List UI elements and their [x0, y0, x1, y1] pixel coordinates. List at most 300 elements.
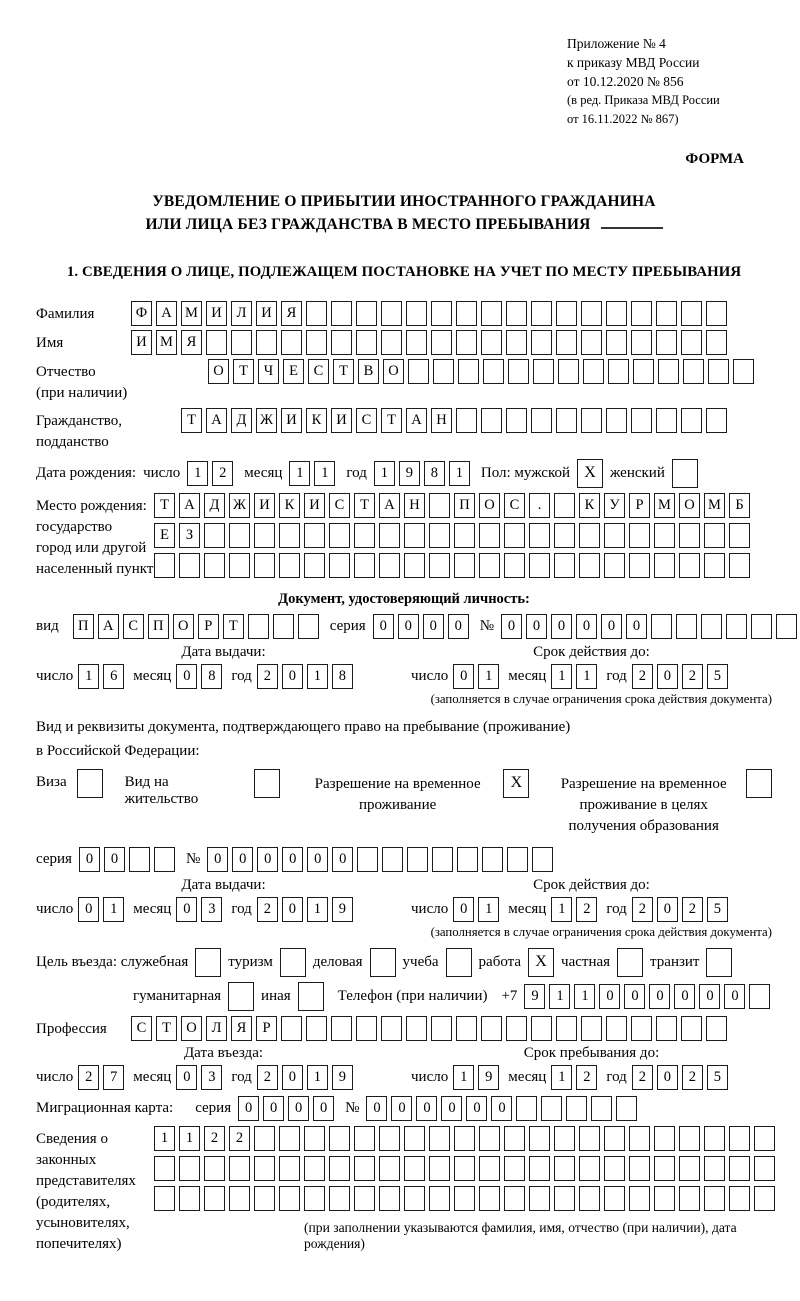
char-cell[interactable] — [529, 1156, 550, 1181]
char-cell[interactable] — [479, 1186, 500, 1211]
char-cell[interactable] — [529, 1186, 550, 1211]
char-cell[interactable]: М — [156, 330, 177, 355]
char-cell[interactable]: С — [504, 493, 525, 518]
char-cell[interactable] — [629, 1186, 650, 1211]
char-cell[interactable] — [706, 301, 727, 326]
char-cell[interactable]: 0 — [79, 847, 100, 872]
char-cell[interactable] — [579, 553, 600, 578]
char-cell[interactable] — [604, 1156, 625, 1181]
char-cell[interactable] — [531, 330, 552, 355]
char-cell[interactable] — [556, 301, 577, 326]
char-cell[interactable] — [281, 330, 302, 355]
char-cell[interactable]: Д — [204, 493, 225, 518]
char-cell[interactable] — [679, 553, 700, 578]
char-cell[interactable]: 8 — [201, 664, 222, 689]
char-cell[interactable]: Ж — [229, 493, 250, 518]
char-cell[interactable]: А — [406, 408, 427, 433]
char-cell[interactable]: С — [308, 359, 329, 384]
purpose-other-checkbox[interactable] — [298, 982, 324, 1011]
char-cell[interactable] — [706, 408, 727, 433]
char-cell[interactable] — [604, 1186, 625, 1211]
char-cell[interactable]: 1 — [187, 461, 208, 486]
char-cell[interactable] — [404, 1186, 425, 1211]
char-cell[interactable]: 2 — [257, 1065, 278, 1090]
char-cell[interactable] — [749, 984, 770, 1009]
char-cell[interactable] — [379, 553, 400, 578]
char-cell[interactable] — [754, 1126, 775, 1151]
char-cell[interactable] — [679, 1126, 700, 1151]
char-cell[interactable]: 0 — [313, 1096, 334, 1121]
char-cell[interactable]: 2 — [632, 1065, 653, 1090]
char-cell[interactable] — [606, 408, 627, 433]
char-cell[interactable]: Ч — [258, 359, 279, 384]
char-cell[interactable]: А — [156, 301, 177, 326]
char-cell[interactable] — [529, 553, 550, 578]
char-cell[interactable] — [456, 408, 477, 433]
char-cell[interactable] — [531, 301, 552, 326]
purpose-business-checkbox[interactable] — [370, 948, 396, 977]
temp-residence-checkbox[interactable]: X — [503, 769, 529, 798]
char-cell[interactable] — [604, 1126, 625, 1151]
char-cell[interactable] — [329, 553, 350, 578]
purpose-tourism-checkbox[interactable] — [280, 948, 306, 977]
char-cell[interactable] — [404, 523, 425, 548]
char-cell[interactable] — [356, 1016, 377, 1041]
char-cell[interactable] — [656, 1016, 677, 1041]
char-cell[interactable]: 0 — [699, 984, 720, 1009]
char-cell[interactable]: 0 — [501, 614, 522, 639]
char-cell[interactable] — [304, 523, 325, 548]
char-cell[interactable]: 1 — [551, 897, 572, 922]
purpose-humanitarian-checkbox[interactable] — [228, 982, 254, 1011]
char-cell[interactable]: 0 — [599, 984, 620, 1009]
char-cell[interactable] — [306, 330, 327, 355]
char-cell[interactable] — [654, 553, 675, 578]
char-cell[interactable] — [581, 408, 602, 433]
char-cell[interactable]: У — [604, 493, 625, 518]
char-cell[interactable] — [504, 553, 525, 578]
char-cell[interactable] — [379, 1126, 400, 1151]
char-cell[interactable]: 9 — [332, 897, 353, 922]
char-cell[interactable] — [481, 408, 502, 433]
char-cell[interactable] — [554, 493, 575, 518]
char-cell[interactable] — [479, 1126, 500, 1151]
purpose-official-checkbox[interactable] — [195, 948, 221, 977]
char-cell[interactable] — [729, 553, 750, 578]
char-cell[interactable]: 9 — [332, 1065, 353, 1090]
char-cell[interactable]: 0 — [416, 1096, 437, 1121]
char-cell[interactable] — [354, 1156, 375, 1181]
char-cell[interactable]: 0 — [441, 1096, 462, 1121]
char-cell[interactable]: В — [358, 359, 379, 384]
char-cell[interactable] — [431, 330, 452, 355]
char-cell[interactable] — [404, 1156, 425, 1181]
char-cell[interactable]: 0 — [373, 614, 394, 639]
char-cell[interactable]: Т — [154, 493, 175, 518]
char-cell[interactable] — [404, 1126, 425, 1151]
char-cell[interactable]: 0 — [551, 614, 572, 639]
char-cell[interactable]: 0 — [398, 614, 419, 639]
char-cell[interactable] — [456, 330, 477, 355]
char-cell[interactable] — [606, 330, 627, 355]
char-cell[interactable] — [683, 359, 704, 384]
char-cell[interactable] — [154, 1186, 175, 1211]
char-cell[interactable]: О — [679, 493, 700, 518]
char-cell[interactable] — [507, 847, 528, 872]
char-cell[interactable] — [581, 330, 602, 355]
char-cell[interactable] — [481, 330, 502, 355]
char-cell[interactable]: 2 — [576, 1065, 597, 1090]
char-cell[interactable]: О — [181, 1016, 202, 1041]
char-cell[interactable]: 0 — [657, 664, 678, 689]
char-cell[interactable] — [506, 301, 527, 326]
char-cell[interactable] — [726, 614, 747, 639]
char-cell[interactable]: Т — [333, 359, 354, 384]
char-cell[interactable] — [454, 523, 475, 548]
char-cell[interactable]: 1 — [551, 664, 572, 689]
char-cell[interactable] — [279, 553, 300, 578]
char-cell[interactable]: 0 — [466, 1096, 487, 1121]
char-cell[interactable] — [429, 1186, 450, 1211]
char-cell[interactable]: М — [654, 493, 675, 518]
char-cell[interactable] — [541, 1096, 562, 1121]
char-cell[interactable] — [433, 359, 454, 384]
char-cell[interactable]: 2 — [682, 1065, 703, 1090]
char-cell[interactable] — [254, 1126, 275, 1151]
char-cell[interactable] — [654, 1126, 675, 1151]
char-cell[interactable] — [304, 1156, 325, 1181]
char-cell[interactable] — [331, 330, 352, 355]
char-cell[interactable] — [254, 1156, 275, 1181]
char-cell[interactable] — [556, 330, 577, 355]
char-cell[interactable] — [479, 553, 500, 578]
char-cell[interactable]: 0 — [282, 897, 303, 922]
char-cell[interactable]: 2 — [212, 461, 233, 486]
char-cell[interactable]: Р — [629, 493, 650, 518]
char-cell[interactable] — [704, 1186, 725, 1211]
char-cell[interactable] — [504, 523, 525, 548]
char-cell[interactable]: К — [579, 493, 600, 518]
char-cell[interactable] — [304, 553, 325, 578]
char-cell[interactable] — [483, 359, 504, 384]
char-cell[interactable] — [457, 847, 478, 872]
char-cell[interactable] — [356, 301, 377, 326]
char-cell[interactable]: 9 — [524, 984, 545, 1009]
char-cell[interactable]: 0 — [78, 897, 99, 922]
char-cell[interactable] — [776, 614, 797, 639]
char-cell[interactable]: С — [356, 408, 377, 433]
char-cell[interactable] — [482, 847, 503, 872]
char-cell[interactable] — [504, 1126, 525, 1151]
char-cell[interactable]: 2 — [257, 897, 278, 922]
char-cell[interactable]: Т — [223, 614, 244, 639]
char-cell[interactable] — [354, 523, 375, 548]
char-cell[interactable] — [354, 1126, 375, 1151]
char-cell[interactable]: И — [206, 301, 227, 326]
char-cell[interactable] — [554, 553, 575, 578]
char-cell[interactable]: 2 — [204, 1126, 225, 1151]
char-cell[interactable] — [591, 1096, 612, 1121]
char-cell[interactable]: 0 — [626, 614, 647, 639]
char-cell[interactable] — [179, 1186, 200, 1211]
char-cell[interactable]: 1 — [574, 984, 595, 1009]
char-cell[interactable] — [579, 1156, 600, 1181]
char-cell[interactable] — [429, 523, 450, 548]
char-cell[interactable] — [379, 523, 400, 548]
char-cell[interactable] — [751, 614, 772, 639]
char-cell[interactable]: Р — [198, 614, 219, 639]
char-cell[interactable]: О — [383, 359, 404, 384]
char-cell[interactable] — [206, 330, 227, 355]
char-cell[interactable]: 1 — [453, 1065, 474, 1090]
char-cell[interactable]: 0 — [391, 1096, 412, 1121]
char-cell[interactable] — [429, 493, 450, 518]
char-cell[interactable]: 5 — [707, 1065, 728, 1090]
char-cell[interactable]: 0 — [657, 897, 678, 922]
char-cell[interactable] — [656, 301, 677, 326]
char-cell[interactable]: 2 — [229, 1126, 250, 1151]
char-cell[interactable]: 0 — [491, 1096, 512, 1121]
char-cell[interactable]: О — [173, 614, 194, 639]
char-cell[interactable]: С — [123, 614, 144, 639]
char-cell[interactable] — [204, 523, 225, 548]
char-cell[interactable] — [554, 1186, 575, 1211]
char-cell[interactable] — [504, 1156, 525, 1181]
char-cell[interactable]: Н — [431, 408, 452, 433]
char-cell[interactable] — [633, 359, 654, 384]
char-cell[interactable] — [381, 1016, 402, 1041]
char-cell[interactable]: 0 — [263, 1096, 284, 1121]
char-cell[interactable]: 0 — [176, 897, 197, 922]
char-cell[interactable] — [431, 301, 452, 326]
char-cell[interactable] — [604, 553, 625, 578]
char-cell[interactable] — [331, 301, 352, 326]
char-cell[interactable]: П — [148, 614, 169, 639]
visa-checkbox[interactable] — [77, 769, 103, 798]
char-cell[interactable] — [456, 301, 477, 326]
char-cell[interactable] — [504, 1186, 525, 1211]
char-cell[interactable] — [704, 553, 725, 578]
char-cell[interactable] — [606, 1016, 627, 1041]
char-cell[interactable]: 1 — [478, 897, 499, 922]
char-cell[interactable]: А — [379, 493, 400, 518]
char-cell[interactable]: 0 — [332, 847, 353, 872]
char-cell[interactable]: Т — [354, 493, 375, 518]
char-cell[interactable] — [616, 1096, 637, 1121]
char-cell[interactable] — [554, 1156, 575, 1181]
char-cell[interactable] — [506, 1016, 527, 1041]
char-cell[interactable]: 1 — [307, 664, 328, 689]
char-cell[interactable]: 1 — [154, 1126, 175, 1151]
char-cell[interactable]: П — [73, 614, 94, 639]
char-cell[interactable] — [506, 330, 527, 355]
char-cell[interactable] — [298, 614, 319, 639]
char-cell[interactable] — [631, 301, 652, 326]
char-cell[interactable] — [304, 1126, 325, 1151]
char-cell[interactable] — [629, 523, 650, 548]
char-cell[interactable]: И — [304, 493, 325, 518]
char-cell[interactable] — [406, 330, 427, 355]
char-cell[interactable] — [279, 1126, 300, 1151]
purpose-transit-checkbox[interactable] — [706, 948, 732, 977]
char-cell[interactable] — [406, 1016, 427, 1041]
char-cell[interactable] — [406, 301, 427, 326]
char-cell[interactable] — [583, 359, 604, 384]
char-cell[interactable]: 3 — [201, 897, 222, 922]
char-cell[interactable] — [129, 847, 150, 872]
char-cell[interactable]: Л — [206, 1016, 227, 1041]
char-cell[interactable]: Е — [283, 359, 304, 384]
char-cell[interactable]: 0 — [176, 664, 197, 689]
purpose-work-checkbox[interactable]: X — [528, 948, 554, 977]
char-cell[interactable]: 0 — [657, 1065, 678, 1090]
char-cell[interactable]: И — [131, 330, 152, 355]
char-cell[interactable] — [532, 847, 553, 872]
char-cell[interactable]: М — [704, 493, 725, 518]
char-cell[interactable] — [676, 614, 697, 639]
char-cell[interactable] — [566, 1096, 587, 1121]
char-cell[interactable] — [279, 523, 300, 548]
char-cell[interactable] — [154, 553, 175, 578]
char-cell[interactable] — [179, 553, 200, 578]
purpose-study-checkbox[interactable] — [446, 948, 472, 977]
char-cell[interactable]: Т — [181, 408, 202, 433]
char-cell[interactable] — [516, 1096, 537, 1121]
char-cell[interactable]: Ф — [131, 301, 152, 326]
char-cell[interactable] — [529, 1126, 550, 1151]
char-cell[interactable]: 1 — [179, 1126, 200, 1151]
char-cell[interactable] — [708, 359, 729, 384]
char-cell[interactable] — [681, 301, 702, 326]
char-cell[interactable] — [729, 1186, 750, 1211]
char-cell[interactable]: Б — [729, 493, 750, 518]
char-cell[interactable] — [204, 553, 225, 578]
char-cell[interactable] — [432, 847, 453, 872]
char-cell[interactable]: 0 — [453, 897, 474, 922]
char-cell[interactable]: О — [208, 359, 229, 384]
char-cell[interactable] — [381, 301, 402, 326]
char-cell[interactable] — [558, 359, 579, 384]
char-cell[interactable] — [254, 1186, 275, 1211]
char-cell[interactable]: Р — [256, 1016, 277, 1041]
char-cell[interactable]: 0 — [724, 984, 745, 1009]
char-cell[interactable] — [701, 614, 722, 639]
char-cell[interactable] — [154, 1156, 175, 1181]
char-cell[interactable] — [379, 1186, 400, 1211]
char-cell[interactable]: 8 — [332, 664, 353, 689]
char-cell[interactable]: К — [279, 493, 300, 518]
char-cell[interactable]: 0 — [238, 1096, 259, 1121]
char-cell[interactable] — [306, 301, 327, 326]
char-cell[interactable]: Н — [404, 493, 425, 518]
char-cell[interactable] — [331, 1016, 352, 1041]
char-cell[interactable] — [454, 553, 475, 578]
char-cell[interactable]: И — [254, 493, 275, 518]
char-cell[interactable] — [581, 301, 602, 326]
char-cell[interactable] — [279, 1156, 300, 1181]
char-cell[interactable]: 9 — [399, 461, 420, 486]
char-cell[interactable]: Т — [381, 408, 402, 433]
char-cell[interactable]: 1 — [289, 461, 310, 486]
char-cell[interactable]: 9 — [478, 1065, 499, 1090]
char-cell[interactable] — [631, 1016, 652, 1041]
char-cell[interactable] — [706, 330, 727, 355]
char-cell[interactable]: 2 — [576, 897, 597, 922]
char-cell[interactable] — [458, 359, 479, 384]
char-cell[interactable] — [381, 330, 402, 355]
temp-residence-edu-checkbox[interactable] — [746, 769, 772, 798]
char-cell[interactable] — [229, 553, 250, 578]
char-cell[interactable]: 0 — [649, 984, 670, 1009]
char-cell[interactable] — [329, 1156, 350, 1181]
char-cell[interactable] — [608, 359, 629, 384]
char-cell[interactable]: Я — [281, 301, 302, 326]
char-cell[interactable]: 0 — [207, 847, 228, 872]
char-cell[interactable] — [379, 1156, 400, 1181]
char-cell[interactable] — [556, 1016, 577, 1041]
char-cell[interactable]: 2 — [682, 897, 703, 922]
char-cell[interactable]: 5 — [707, 897, 728, 922]
char-cell[interactable] — [629, 1126, 650, 1151]
char-cell[interactable]: 0 — [257, 847, 278, 872]
char-cell[interactable] — [651, 614, 672, 639]
char-cell[interactable] — [429, 1156, 450, 1181]
char-cell[interactable]: 0 — [282, 664, 303, 689]
char-cell[interactable] — [631, 408, 652, 433]
char-cell[interactable]: 0 — [526, 614, 547, 639]
char-cell[interactable]: М — [181, 301, 202, 326]
char-cell[interactable] — [733, 359, 754, 384]
char-cell[interactable]: . — [529, 493, 550, 518]
char-cell[interactable] — [454, 1156, 475, 1181]
char-cell[interactable] — [681, 1016, 702, 1041]
char-cell[interactable] — [629, 553, 650, 578]
char-cell[interactable]: Ж — [256, 408, 277, 433]
char-cell[interactable] — [554, 1126, 575, 1151]
char-cell[interactable] — [606, 301, 627, 326]
char-cell[interactable]: 8 — [424, 461, 445, 486]
char-cell[interactable] — [529, 523, 550, 548]
char-cell[interactable]: Я — [181, 330, 202, 355]
char-cell[interactable]: Д — [231, 408, 252, 433]
char-cell[interactable]: 0 — [453, 664, 474, 689]
char-cell[interactable] — [382, 847, 403, 872]
char-cell[interactable] — [229, 523, 250, 548]
char-cell[interactable]: 1 — [307, 897, 328, 922]
char-cell[interactable] — [481, 301, 502, 326]
char-cell[interactable] — [681, 408, 702, 433]
char-cell[interactable]: 0 — [366, 1096, 387, 1121]
char-cell[interactable] — [704, 1156, 725, 1181]
sex-female-checkbox[interactable] — [672, 459, 698, 488]
char-cell[interactable] — [304, 1186, 325, 1211]
char-cell[interactable] — [556, 408, 577, 433]
char-cell[interactable] — [154, 847, 175, 872]
char-cell[interactable] — [481, 1016, 502, 1041]
char-cell[interactable]: 0 — [601, 614, 622, 639]
char-cell[interactable] — [656, 330, 677, 355]
char-cell[interactable] — [431, 1016, 452, 1041]
char-cell[interactable]: 6 — [103, 664, 124, 689]
char-cell[interactable]: 0 — [624, 984, 645, 1009]
char-cell[interactable] — [654, 1156, 675, 1181]
char-cell[interactable] — [506, 408, 527, 433]
char-cell[interactable] — [329, 523, 350, 548]
char-cell[interactable] — [554, 523, 575, 548]
char-cell[interactable] — [656, 408, 677, 433]
char-cell[interactable]: 0 — [176, 1065, 197, 1090]
char-cell[interactable] — [533, 359, 554, 384]
